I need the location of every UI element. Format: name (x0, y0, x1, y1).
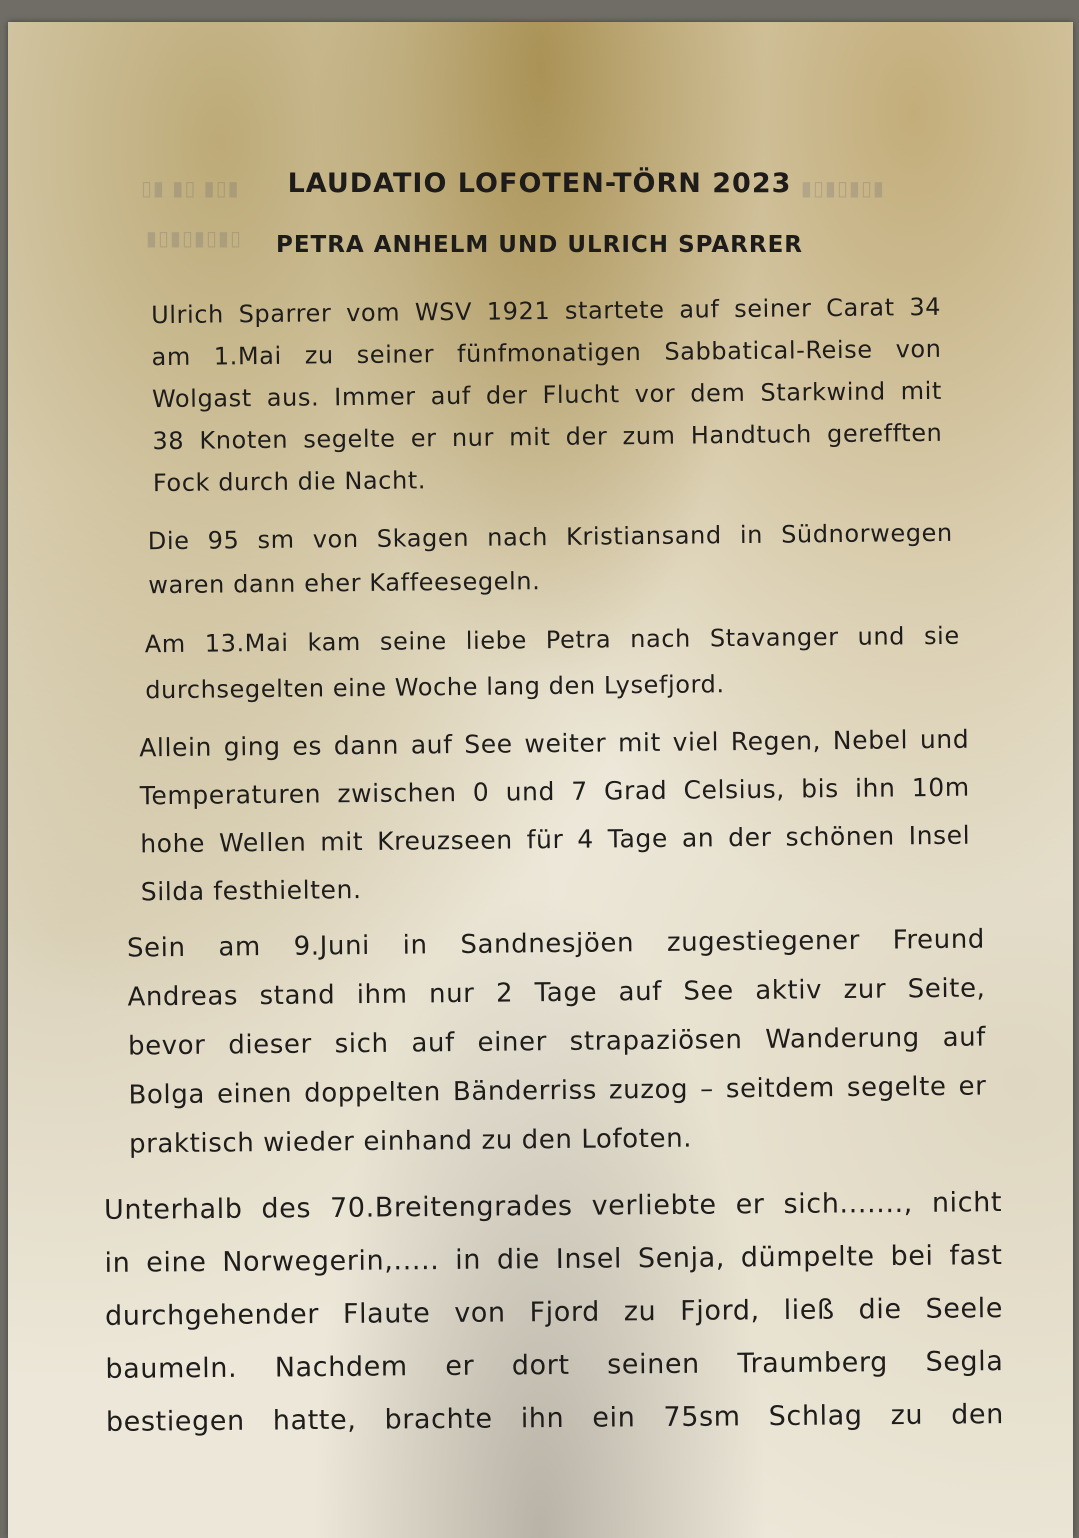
paragraph-line: Temperaturen zwischen 0 und 7 Grad Celsius, bis ihn 10m (139, 772, 970, 811)
paragraph-line: Andreas stand ihm nur 2 Tage auf See aktiv zur Seite, (127, 973, 986, 1013)
paragraph-line: durchgehender Flaute von Fjord zu Fjord, ließ die Seele (104, 1293, 1004, 1332)
paragraph-6 (104, 1176, 1004, 1449)
paragraph-line: Am 13.Mai kam seine liebe Petra nach Stavanger und sie (144, 621, 960, 659)
paragraph-line: Die 95 sm von Skagen nach Kristiansand in Südnorwegen (147, 518, 953, 556)
show-through-left-2: ​▯▮▯▮▯▮▯▮ (145, 226, 242, 250)
paragraph-4 (139, 716, 971, 917)
paragraph-line: durchsegelten eine Woche lang den Lysefjord. (145, 670, 725, 705)
paragraph-line: 38 Knoten segelte er nur mit der zum Handtuch gerefften (152, 418, 943, 456)
paragraph-line: Sein am 9.Juni in Sandnesjöen zugestiegener Freund (126, 924, 986, 964)
paragraph-5 (127, 916, 988, 1170)
paragraph-line: bevor dieser sich auf einer strapaziösen Wanderung auf (127, 1022, 987, 1062)
paragraph-line: Fock durch die Nacht. (152, 466, 427, 498)
paragraph-line: hohe Wellen mit Kreuzseen für 4 Tage an der schönen Insel (140, 820, 971, 859)
paragraph-line: waren dann eher Kaffeesegeln. (148, 567, 541, 600)
paragraph-2 (148, 511, 954, 607)
show-through-left: ​▮▯▮ ▯▮ ▮▯ (140, 176, 239, 200)
paragraph-line: Wolgast aus. Immer auf der Flucht vor dem Starkwind mit (151, 376, 943, 414)
document-title: LAUDATIO LOFOTEN-TÖRN 2023 (287, 168, 792, 199)
paragraph-3 (145, 613, 961, 714)
paragraph-line: Bolga einen doppelten Bänderriss zuzog – seitdem segelte er (128, 1071, 987, 1111)
paragraph-line: Ulrich Sparrer vom WSV 1921 startete auf seiner Carat 34 (150, 292, 942, 330)
paragraph-line: am 1.Mai zu seiner fünfmonatigen Sabbatical-Reise von (151, 334, 942, 372)
paragraph-1 (151, 286, 943, 504)
paragraph-line: Silda festhielten. (140, 875, 362, 907)
paragraph-line: Allein ging es dann auf See weiter mit viel Regen, Nebel und (139, 724, 970, 763)
paragraph-line: in eine Norwegerin,..... in die Insel Senja, dümpelte bei fast (104, 1240, 1003, 1279)
show-through-right: ​▮▯▮▯▮▯▮ (800, 176, 885, 200)
document-subtitle: PETRA ANHELM UND ULRICH SPARRER (275, 232, 804, 258)
paragraph-line: baumeln. Nachdem er dort seinen Traumberg Segla (105, 1346, 1004, 1385)
paragraph-line: bestiegen hatte, brachte ihn ein 75sm Schlag zu den (105, 1399, 1005, 1438)
paragraph-line: Unterhalb des 70.Breitengrades verliebte er sich......., nicht (103, 1187, 1003, 1226)
paragraph-line: praktisch wieder einhand zu den Lofoten. (128, 1123, 693, 1160)
